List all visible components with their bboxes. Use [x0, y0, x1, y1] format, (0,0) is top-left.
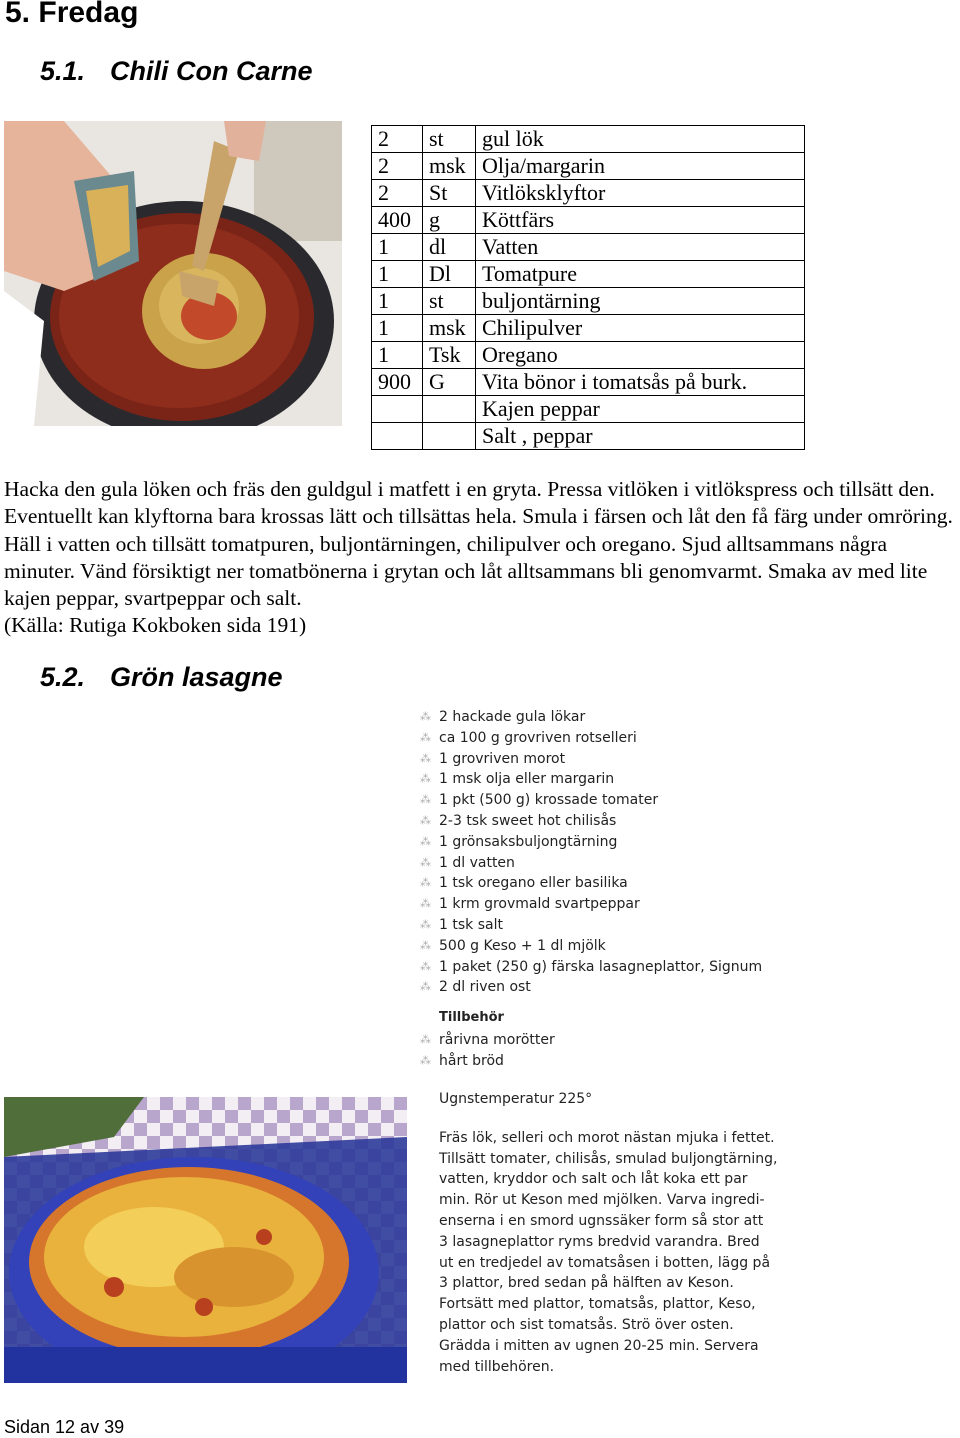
ingredient-item-text: 1 pkt (500 g) krossade tomater — [439, 792, 659, 809]
ingredient-quantity: 2 — [372, 153, 423, 180]
bullet-icon: ⁂ — [420, 959, 431, 973]
bullet-icon: ⁂ — [420, 772, 431, 786]
accessory-item — [420, 1051, 762, 1072]
ingredient-item — [420, 977, 762, 998]
ingredient-name: buljontärning — [476, 288, 805, 315]
ingredient-row — [372, 153, 805, 180]
bullet-icon: ⁂ — [420, 1033, 431, 1047]
ingredient-unit: G — [423, 369, 476, 396]
ingredient-quantity: 900 — [372, 369, 423, 396]
ingredient-row — [372, 234, 805, 261]
ingredient-item-text: 1 msk olja eller margarin — [439, 771, 615, 788]
recipe2-number: 5.2. — [40, 662, 86, 692]
recipe1-number: 5.1. — [40, 56, 86, 86]
recipe2-ingredients-list — [420, 707, 762, 998]
recipe2-accessories-title: Tillbehör — [439, 1010, 504, 1026]
ingredient-item — [420, 728, 762, 749]
ingredient-unit — [423, 396, 476, 423]
recipe1-heading — [40, 56, 313, 87]
ingredient-unit: msk — [423, 153, 476, 180]
chili-con-carne-photo — [4, 121, 342, 426]
ingredient-item — [420, 936, 762, 957]
ingredient-item — [420, 707, 762, 728]
bullet-icon: ⁂ — [420, 855, 431, 869]
instruction-line: med tillbehören. — [439, 1358, 555, 1375]
ingredient-row — [372, 342, 805, 369]
bullet-icon: ⁂ — [420, 938, 431, 952]
ingredient-item — [420, 832, 762, 853]
ingredient-unit: g — [423, 207, 476, 234]
section-heading — [5, 0, 138, 30]
ingredient-name: Chilipulver — [476, 315, 805, 342]
ingredient-row — [372, 315, 805, 342]
ingredient-item-text: 2 dl riven ost — [439, 979, 531, 996]
ingredient-unit: Tsk — [423, 342, 476, 369]
ingredient-item-text: 1 paket (250 g) färska lasagneplattor, Signum — [439, 958, 763, 975]
ingredient-name: Tomatpure — [476, 261, 805, 288]
ingredient-name: gul lök — [476, 126, 805, 153]
ingredient-row — [372, 126, 805, 153]
instruction-line: 3 plattor, bred sedan på hälften av Keson. — [439, 1275, 734, 1292]
instruction-line: min. Rör ut Keson med mjölken. Varva ingredi- — [439, 1192, 765, 1209]
recipe2-title: Grön lasagne — [110, 662, 283, 692]
bullet-icon: ⁂ — [420, 834, 431, 848]
ingredient-item — [420, 811, 762, 832]
bullet-icon: ⁂ — [420, 813, 431, 827]
ingredient-item — [420, 749, 762, 770]
ingredient-item — [420, 769, 762, 790]
recipe2-accessories-list — [420, 1030, 762, 1072]
recipe1-ingredients-table — [371, 125, 805, 450]
ingredient-quantity: 400 — [372, 207, 423, 234]
accessory-item — [420, 1030, 762, 1051]
bullet-icon: ⁂ — [420, 876, 431, 890]
ingredient-item — [420, 790, 762, 811]
bullet-icon: ⁂ — [420, 751, 431, 765]
ingredient-item-text: 2-3 tsk sweet hot chilisås — [439, 812, 617, 829]
ingredient-row — [372, 180, 805, 207]
recipe2-heading — [40, 662, 283, 693]
instruction-line: vatten, kryddor och salt och låt koka ett par — [439, 1171, 748, 1188]
ingredient-row — [372, 207, 805, 234]
bullet-icon: ⁂ — [420, 710, 431, 723]
ingredient-unit: dl — [423, 234, 476, 261]
ingredient-item — [420, 873, 762, 894]
ingredient-item-text: 1 grovriven morot — [439, 750, 566, 767]
bullet-icon: ⁂ — [420, 897, 431, 911]
ingredient-row — [372, 288, 805, 315]
ingredient-unit: St — [423, 180, 476, 207]
ingredient-row — [372, 396, 805, 423]
ingredient-unit: st — [423, 126, 476, 153]
recipe1-instructions-text: Hacka den gula löken och fräs den guldgul i matfett i en gryta. Pressa vitlöken i vitlökspress och tillsätt den. Eventuellt kan klyftorna bara krossas lätt och tillsättas hela. Smula i färsen och låt den få färg under omröring. Häll i vatten och tillsätt tomatpuren, buljontärningen, chilipulver och oregano. Sjud alltsammans några minuter. Vänd försiktigt ner tomatbönerna i grytan och låt alltsammans bli genomvarmt. Smaka av med lite kajen peppar, svartpeppar och salt. — [4, 477, 953, 611]
ingredient-name: Kajen peppar — [476, 396, 805, 423]
instruction-line: Grädda i mitten av ugnen 20-25 min. Servera — [439, 1337, 759, 1354]
recipe2-text-column — [420, 707, 778, 1377]
ingredient-item-text: ca 100 g grovriven rotselleri — [439, 729, 637, 746]
ingredient-name: Salt , peppar — [476, 423, 805, 450]
ingredient-unit: Dl — [423, 261, 476, 288]
ingredient-row — [372, 369, 805, 396]
ingredient-item-text: 1 tsk salt — [439, 916, 503, 933]
instruction-line: Tillsätt tomater, chilisås, smulad buljongtärning, — [439, 1150, 778, 1167]
section-number: 5. — [5, 0, 31, 29]
ingredient-unit — [423, 423, 476, 450]
accessory-item-text: hårt bröd — [439, 1052, 504, 1069]
ingredient-name: Köttfärs — [476, 207, 805, 234]
ingredient-unit: msk — [423, 315, 476, 342]
ingredient-item — [420, 853, 762, 874]
ingredient-quantity: 1 — [372, 261, 423, 288]
ingredient-name: Vita bönor i tomatsås på burk. — [476, 369, 805, 396]
ingredient-item-text: 1 tsk oregano eller basilika — [439, 875, 628, 892]
ingredient-name: Vatten — [476, 234, 805, 261]
instruction-line: Fräs lök, selleri och morot nästan mjuka i fettet. — [439, 1129, 775, 1146]
ingredient-quantity: 1 — [372, 288, 423, 315]
ingredient-name: Vitlöksklyftor — [476, 180, 805, 207]
section-title: Fredag — [38, 0, 139, 29]
instruction-line: plattor och sist tomatsås. Strö över osten. — [439, 1316, 734, 1333]
ingredient-name: Olja/margarin — [476, 153, 805, 180]
ingredient-quantity: 1 — [372, 234, 423, 261]
ingredient-item-text: 1 dl vatten — [439, 854, 515, 871]
ingredient-item-text: 1 krm grovmald svartpeppar — [439, 896, 640, 913]
ingredient-item-text: 1 grönsaksbuljongtärning — [439, 833, 618, 850]
ingredient-item — [420, 957, 762, 978]
ingredient-quantity: 2 — [372, 126, 423, 153]
ingredient-quantity: 2 — [372, 180, 423, 207]
ingredient-item-text: 500 g Keso + 1 dl mjölk — [439, 937, 606, 954]
ingredient-quantity: 1 — [372, 342, 423, 369]
recipe1-instructions — [4, 476, 959, 640]
bullet-icon: ⁂ — [420, 980, 431, 994]
ingredient-row — [372, 261, 805, 288]
recipe2-oven-temperature: Ugnstemperatur 225° — [439, 1090, 593, 1107]
bullet-icon: ⁂ — [420, 730, 431, 744]
accessory-item-text: rårivna morötter — [439, 1032, 555, 1049]
bullet-icon: ⁂ — [420, 1053, 431, 1067]
ingredient-quantity: 1 — [372, 315, 423, 342]
bullet-icon: ⁂ — [420, 793, 431, 807]
instruction-line: 3 lasagneplattor ryms bredvid varandra. Bred — [439, 1233, 760, 1250]
ingredient-quantity — [372, 423, 423, 450]
ingredient-item-text: 2 hackade gula lökar — [439, 709, 586, 725]
ingredient-item — [420, 915, 762, 936]
ingredient-name: Oregano — [476, 342, 805, 369]
ingredient-unit: st — [423, 288, 476, 315]
recipe1-title: Chili Con Carne — [110, 56, 313, 86]
instruction-line: Fortsätt med plattor, tomatsås, plattor, Keso, — [439, 1296, 756, 1313]
bullet-icon: ⁂ — [420, 917, 431, 931]
page-footer: Sidan 12 av 39 — [4, 1417, 125, 1437]
ingredient-row — [372, 423, 805, 450]
instruction-line: enserna i en smord ugnssäker form så stor att — [439, 1212, 764, 1229]
recipe2-instructions — [420, 1128, 778, 1378]
instruction-line: ut en tredjedel av tomatsåsen i botten, lägg på — [439, 1254, 771, 1271]
ingredient-item — [420, 894, 762, 915]
recipe1-source: (Källa: Rutiga Kokboken sida 191) — [4, 613, 307, 638]
ingredient-quantity — [372, 396, 423, 423]
lasagne-photo — [4, 1097, 407, 1383]
